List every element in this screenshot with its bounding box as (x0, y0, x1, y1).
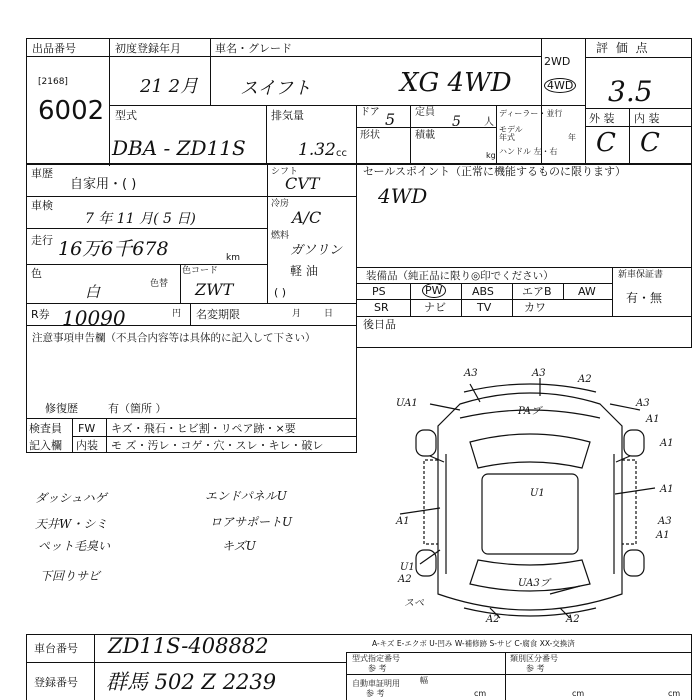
equip-grid-bot (357, 316, 692, 317)
equip-navi: ナビ (424, 301, 446, 314)
class-ref: 参 考 (526, 664, 545, 673)
diag-label-8: A1 (660, 438, 674, 449)
history-value: 自家用・( ) (70, 177, 137, 192)
note-right-2: ロアサポートU (210, 515, 293, 529)
note-right-3: キズU (222, 539, 256, 553)
spec-div-1 (266, 105, 267, 164)
inspector-fw: FW (78, 422, 96, 435)
warranty-value: 有・無 (626, 291, 663, 305)
class-label: 類別区分番号 (510, 654, 558, 663)
diag-label-19: A1 (656, 530, 670, 541)
reg-label: 登録番号 (34, 676, 78, 689)
score-label: 評 価 点 (596, 41, 650, 55)
header-div-2 (210, 38, 211, 105)
spec-div-4 (496, 105, 497, 164)
width-label: 幅 (420, 676, 428, 685)
footer-mid-rule (26, 662, 346, 663)
ac-label: 冷房 (271, 199, 290, 209)
diag-label-16: A2 (566, 614, 580, 625)
cert-ref: 参 考 (366, 689, 385, 698)
history-r1 (26, 196, 357, 197)
footer-right-div (505, 652, 506, 700)
recycle-value: 10090 (62, 306, 126, 330)
equip-grid-c2 (461, 283, 462, 316)
equip-abs: ABS (472, 285, 494, 298)
equip-airbag: エアB (522, 285, 552, 298)
history-r3 (26, 264, 267, 265)
note-left-2: 天井W・シミ (35, 517, 108, 531)
spec-mid-rule (356, 127, 496, 128)
cc-unit: cc (336, 148, 347, 159)
header-div-1 (109, 38, 110, 166)
drive-4wd (544, 80, 576, 91)
equip-grid-c3 (512, 283, 513, 316)
shape-label: 形状 (360, 130, 380, 141)
diag-label-12: U1 (400, 562, 415, 573)
equip-sr: SR (374, 301, 389, 314)
spec-div-3 (410, 105, 411, 164)
inspector-row1: キズ・飛石・ヒビ割・リペア跡・×要 (111, 422, 296, 435)
footer-right-rule (346, 652, 692, 653)
fuel-label: 燃料 (271, 231, 290, 241)
color-div (180, 264, 181, 303)
chassis-label: 車台番号 (34, 642, 78, 655)
diag-label-13: A2 (398, 574, 412, 585)
equip-div (612, 268, 613, 316)
note-left-4: 下回りサビ (40, 569, 101, 583)
dealer-label: ディーラー・並行 (499, 109, 563, 118)
load-label: 積載 (415, 130, 435, 141)
header-div-3 (541, 38, 542, 164)
door-label: ドア (360, 107, 380, 118)
day-unit: 日 (324, 309, 334, 319)
diag-label-4: UA1 (396, 398, 418, 409)
inspector-mid (72, 436, 357, 437)
equip-tv: TV (477, 301, 492, 314)
diag-label-10: A1 (396, 516, 410, 527)
cm-unit-1: cm (474, 689, 487, 698)
footer-right-rule-2 (346, 674, 692, 675)
km-unit: km (226, 253, 240, 263)
chassis-value: ZD11S-408882 (108, 634, 269, 658)
drive-2wd: 2WD (544, 55, 571, 68)
diag-label-1: A3 (464, 368, 478, 379)
title-deadline-label: 名変期限 (196, 308, 240, 321)
note-left-3: ペット毛臭い (38, 539, 111, 553)
mileage-label: 走行 (31, 234, 53, 247)
sales-value: 4WD (378, 184, 428, 208)
recycle-label: R券 (31, 308, 50, 321)
diag-label-5: PAブ (518, 406, 542, 417)
warranty-label: 新車保証書 (618, 270, 664, 280)
inspection-label: 車検 (31, 199, 53, 212)
equip-grid-mid (357, 299, 612, 300)
car-name-label: 車名・グレード (215, 42, 292, 55)
diag-label-18: A3 (658, 516, 672, 527)
first-reg-label: 初度登録年月 (115, 42, 181, 55)
diag-label-15: A2 (486, 614, 500, 625)
diag-label-2: A3 (532, 368, 546, 379)
first-reg-value: 21 2月 (140, 76, 199, 97)
inspection-value: 7 年 11 月( 5 日) (85, 211, 196, 227)
fuel-gas: ガソリン (290, 243, 343, 258)
recycle-div (190, 303, 191, 326)
inspector-inner: 内装 (76, 439, 98, 452)
car-damage-diagram (360, 364, 700, 626)
color-label: 色 (31, 267, 42, 280)
cm-unit-3: cm (668, 689, 681, 698)
model-value: DBA - ZD11S (112, 136, 246, 160)
inspector-div2 (106, 419, 107, 453)
score-div (629, 108, 630, 164)
ac-value: A/C (292, 208, 322, 227)
equip-grid-c1 (410, 283, 411, 316)
diag-label-14: UA3ブ (518, 578, 550, 589)
type-label: 型式指定番号 (352, 654, 400, 663)
displacement-label: 排気量 (271, 109, 304, 122)
shift-value: CVT (285, 174, 320, 193)
equip-pw-circled: PW (422, 283, 446, 298)
diag-label-3: A2 (578, 374, 592, 385)
damage-legend: A-キズ E-エクボ U-凹み W-補修跡 S-サビ C-腐食 XX-交換済 (372, 639, 575, 648)
lot-label: 出品番号 (32, 42, 76, 55)
sales-frame (357, 164, 692, 268)
repair-label: 修復歴 (45, 402, 78, 415)
int-label: 内 装 (634, 112, 660, 125)
score-value: 3.5 (608, 75, 653, 108)
drive-4wd-circled: 4WD (544, 78, 576, 93)
door-value: 5 (385, 110, 396, 129)
spec-rule (109, 105, 585, 106)
color-code-value: ZWT (195, 280, 234, 299)
equip-aw: AW (578, 285, 596, 298)
diag-label-7: A1 (646, 414, 660, 425)
capacity-unit: 人 (484, 117, 494, 128)
month-unit: 月 (292, 309, 302, 319)
inspector-div1 (72, 419, 73, 453)
model-year-label: モデル年式 (499, 125, 523, 142)
fuel-diesel: 軽 油 (290, 264, 318, 278)
displacement-value: 1.32 (298, 140, 336, 160)
inspector-label-1: 検査員 (29, 422, 62, 435)
mileage-value: 16万6千678 (58, 238, 169, 260)
footer-div-2 (346, 652, 347, 700)
inspector-row2: モ ズ・汚レ・コゲ・穴・スレ・キレ・破レ (111, 439, 324, 452)
type-ref: 参 考 (368, 664, 387, 673)
model-label: 型式 (115, 109, 137, 122)
note-left-1: ダッシュハゲ (35, 491, 107, 505)
load-unit: kg (486, 151, 496, 160)
handle-label: ハンドル 左・右 (499, 147, 558, 156)
equip-leather: カワ (524, 301, 546, 314)
score-rule (585, 57, 692, 58)
history-label: 車歴 (31, 167, 53, 180)
diag-label-11: U1 (530, 488, 545, 499)
header-rule (26, 56, 541, 57)
lot-small: [2168] (38, 77, 68, 87)
diag-label-9: A1 (660, 484, 674, 495)
capacity-value: 5 (452, 114, 461, 130)
notes-label: 注意事項申告欄（不具合内容等は具体的に記入して下さい） (32, 332, 316, 344)
note-right-1: エンドパネルU (205, 489, 287, 503)
later-label: 後日品 (363, 318, 396, 331)
cm-unit-2: cm (572, 689, 585, 698)
equip-grid-top (357, 283, 612, 284)
lot-number: 6002 (38, 96, 105, 126)
spec-div-2 (356, 105, 357, 164)
reg-value: 群馬 502 Z 2239 (106, 670, 277, 694)
equip-grid-c4 (563, 283, 564, 299)
car-name-value: スイフト (240, 78, 312, 99)
year-unit: 年 (568, 133, 576, 142)
ext-value: C (596, 128, 616, 158)
ext-label: 外 装 (589, 112, 615, 125)
color-change-label: 色替 (150, 279, 169, 289)
footer-div-1 (94, 634, 95, 700)
cert-label: 自動車証明用 (352, 679, 400, 688)
grade-value: XG 4WD (400, 68, 512, 98)
score-bottom-rule (585, 108, 692, 109)
yen-unit: 円 (172, 309, 182, 319)
equip-label: 装備品（純正品に限り◎印でください） (366, 270, 554, 282)
inspector-label-2: 記入欄 (29, 439, 62, 452)
history-r2 (26, 228, 267, 229)
repair-value: 有（箇所 ） (108, 402, 167, 415)
fuel-paren: ( ) (274, 286, 287, 299)
diag-label-6: A3 (636, 398, 650, 409)
capacity-label: 定員 (415, 107, 435, 118)
equip-pw (422, 285, 446, 296)
diag-label-17: スペ (404, 598, 424, 609)
shift-label: シフト (271, 167, 299, 177)
color-value: 白 (85, 283, 101, 301)
equip-ps: PS (372, 285, 386, 298)
score-sub-rule (585, 126, 692, 127)
int-value: C (640, 128, 660, 158)
sales-label: セールスポイント（正常に機能するものに限ります） (363, 165, 627, 178)
history-div (267, 164, 268, 303)
color-code-label: 色コード (182, 266, 219, 276)
history-r4 (26, 303, 357, 304)
